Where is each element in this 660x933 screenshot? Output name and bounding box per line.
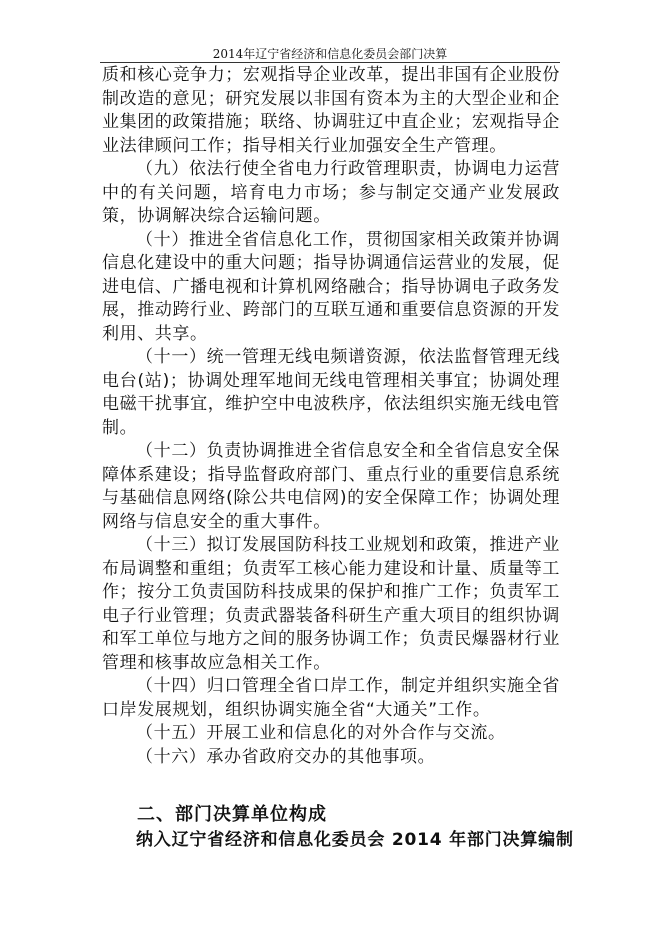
page-header: 2014年辽宁省经济和信息化委员会部门决算 [212,47,448,61]
section-first-line: 纳入辽宁省经济和信息化委员会 2014 年部门决算编制 [136,830,574,850]
paragraph-item-12: （十二）负责协调推进全省信息安全和全省信息安全保障体系建设；指导监督政府部门、重点行业的重要信息系统与基础信息网络(除公共电信网)的安全保障工作；协调处理网络与信息安全的重大事件。 [102,441,560,532]
paragraph-item-11: （十一）统一管理无线电频谱资源，依法监督管理无线电台(站)；协调处理军地间无线电管理相关事宜；协调处理电磁干扰事宜，维护空中电波秩序，依法组织实施无线电管制。 [102,347,560,438]
paragraph-item-14: （十四）归口管理全省口岸工作，制定并组织实施全省口岸发展规划，组织协调实施全省“大通关”工作。 [102,676,560,720]
paragraph-item-15: （十五）开展工业和信息化的对外合作与交流。 [136,723,506,743]
paragraph-item-10: （十）推进全省信息化工作，贯彻国家相关政策并协调信息化建设中的重大问题；指导协调通信运营业的发展，促进电信、广播电视和计算机网络融合；指导协调电子政务发展，推动跨行业、跨部门的互联互通和重要信息资源的开发利用、共享。 [102,229,560,344]
section-heading: 二、部门决算单位构成 [137,804,327,825]
paragraph-item-13: （十三）拟订发展国防科技工业规划和政策，推进产业布局调整和重组；负责军工核心能力建设和计量、质量等工作；按分工负责国防科技成果的保护和推广工作；负责军工电子行业管理；负责武器装备科研生产重大项目的组织协调和军工单位与地方之间的服务协调工作；负责民爆器材行业管理和核事故应急相关工作。 [102,535,560,673]
paragraph-item-16: （十六）承办省政府交办的其他事项。 [136,746,436,767]
paragraph-item-9: （九）依法行使全省电力行政管理职责，协调电力运营中的有关问题，培育电力市场；参与制定交通产业发展政策，协调解决综合运输问题。 [102,159,560,226]
paragraph-continuation: 质和核心竞争力；宏观指导企业改革，提出非国有企业股份制改造的意见；研究发展以非国有资本为主的大型企业和企业集团的政策措施；联络、协调驻辽中直企业；宏观指导企业法律顾问工作；指导相关行业加强安全生产管理。 [102,65,560,156]
body-text [102,64,560,769]
header-divider [100,62,560,63]
